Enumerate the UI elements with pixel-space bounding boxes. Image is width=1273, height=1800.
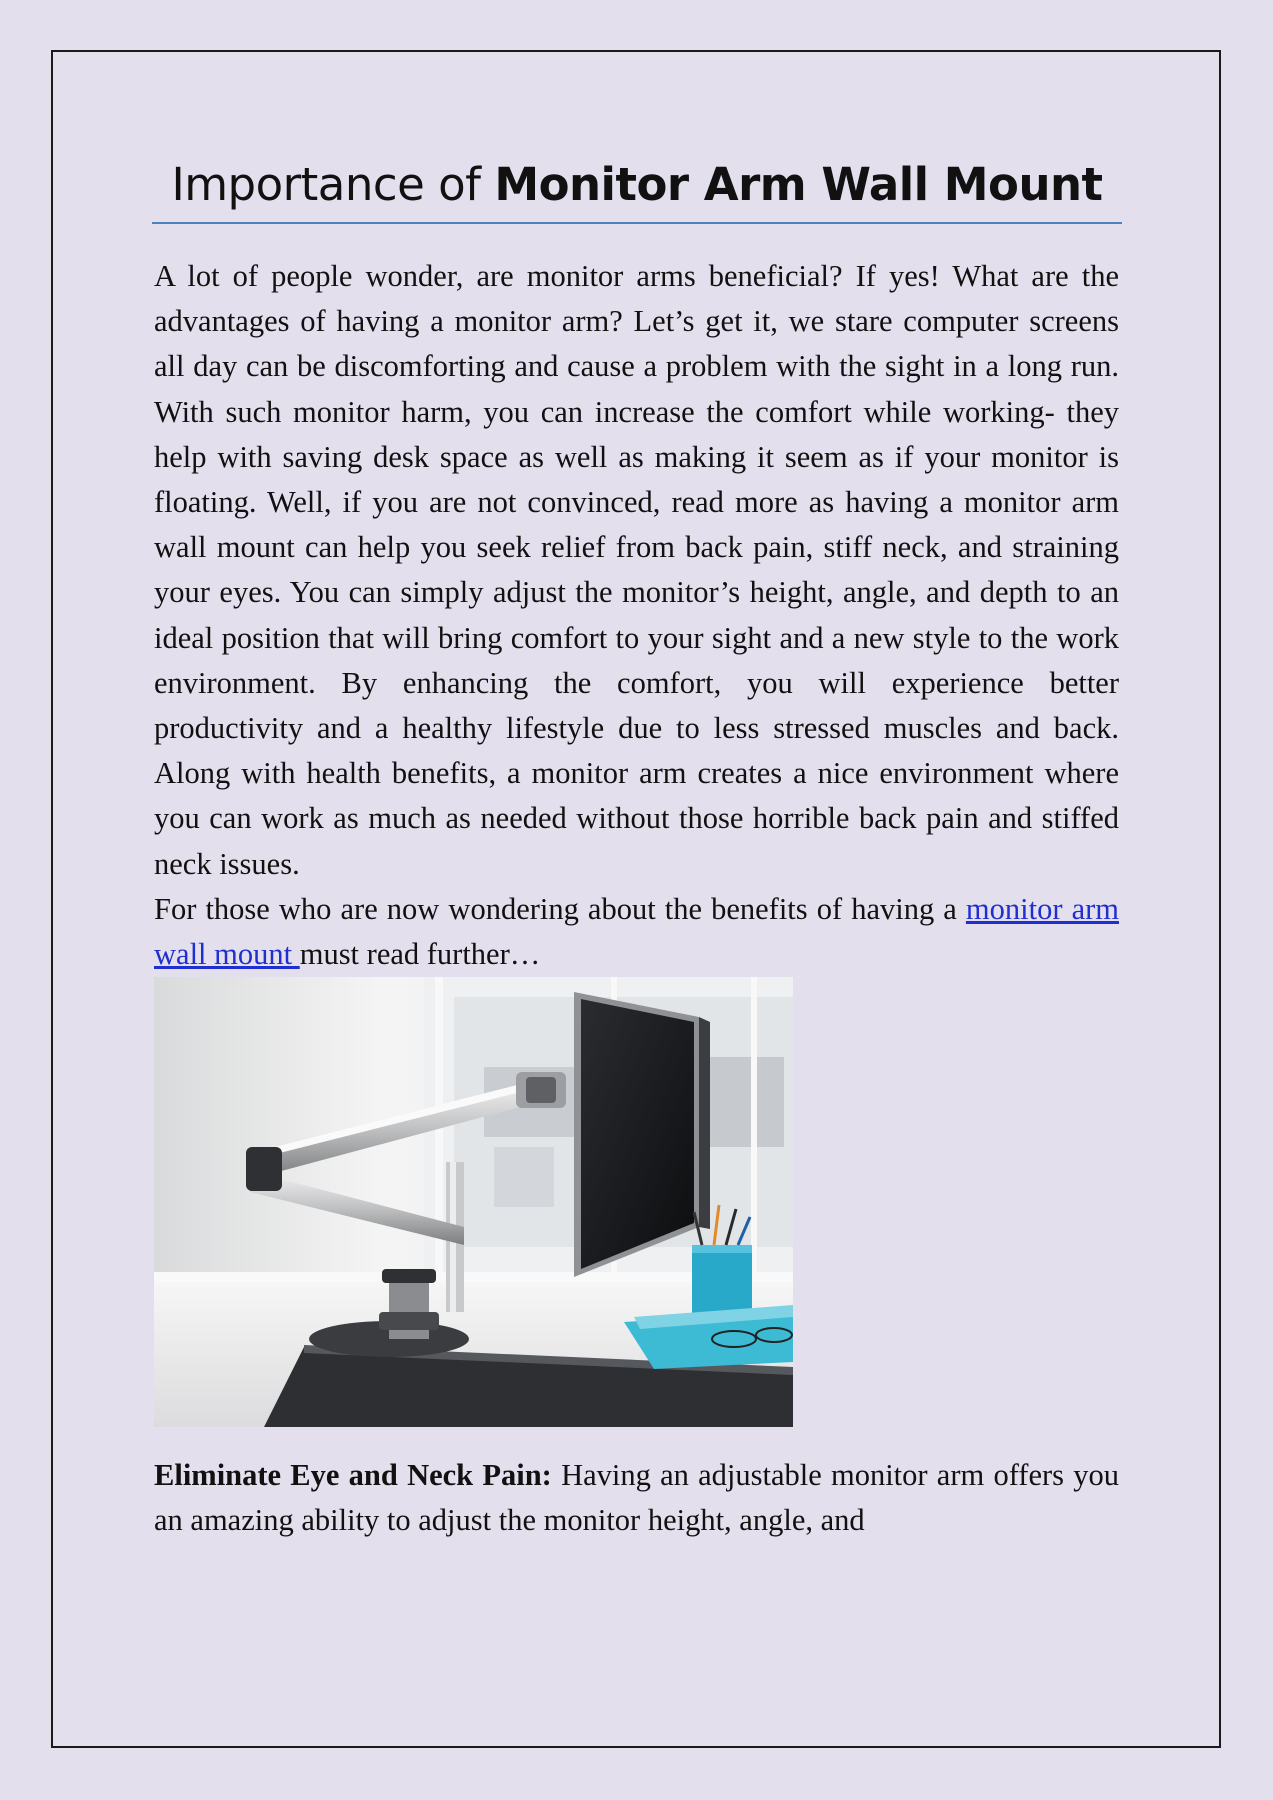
monitor-arm-wall-mount-link[interactable]: monitor arm wall mount — [154, 891, 1119, 972]
monitor-arm-photo — [154, 977, 793, 1427]
page-title — [152, 150, 1122, 220]
eye-neck-pain-text: Having an adjustable monitor arm offers you an amazing ability to adjust the monitor height, angle, and — [154, 1458, 1119, 1538]
intro-paragraph: A lot of people wonder, are monitor arms beneficial? If yes! What are the advantages of having a monitor arm? Let’s get it, we stare computer screens all day can be discomforting and cause a problem with the sight in a long run. With such monitor harm, you can increase the comfort while working- they help with saving desk space as well as making it seem as if your monitor is floating. Well, if you are not convinced, read more as having a monitor arm wall mount can help you seek relief from back pain, stiff neck, and straining your eyes. You can simply adjust the monitor’s height, angle, and depth to an ideal position that will bring comfort to your sight and a new style to the work environment. By enhancing the comfort, you will experience better productivity and a healthy lifestyle due to less stressed muscles and back. Along with health benefits, a monitor arm creates a nice environment where you can work as much as needed without those horrible back pain and stiffed neck issues. — [154, 259, 1119, 881]
read-further-paragraph — [154, 887, 1119, 977]
read-further-text-start: For those who are now wondering about the benefits of having a — [154, 891, 966, 926]
document-body — [154, 254, 1119, 1544]
read-further-text-end: must read further… — [299, 937, 541, 972]
title-bold: Monitor Arm Wall Mount — [494, 158, 1103, 211]
title-block — [152, 150, 1122, 224]
eye-neck-pain-heading: Eliminate Eye and Neck Pain: — [154, 1458, 552, 1493]
title-prefix: Importance of — [171, 158, 495, 211]
eye-neck-pain-paragraph — [154, 1453, 1119, 1543]
